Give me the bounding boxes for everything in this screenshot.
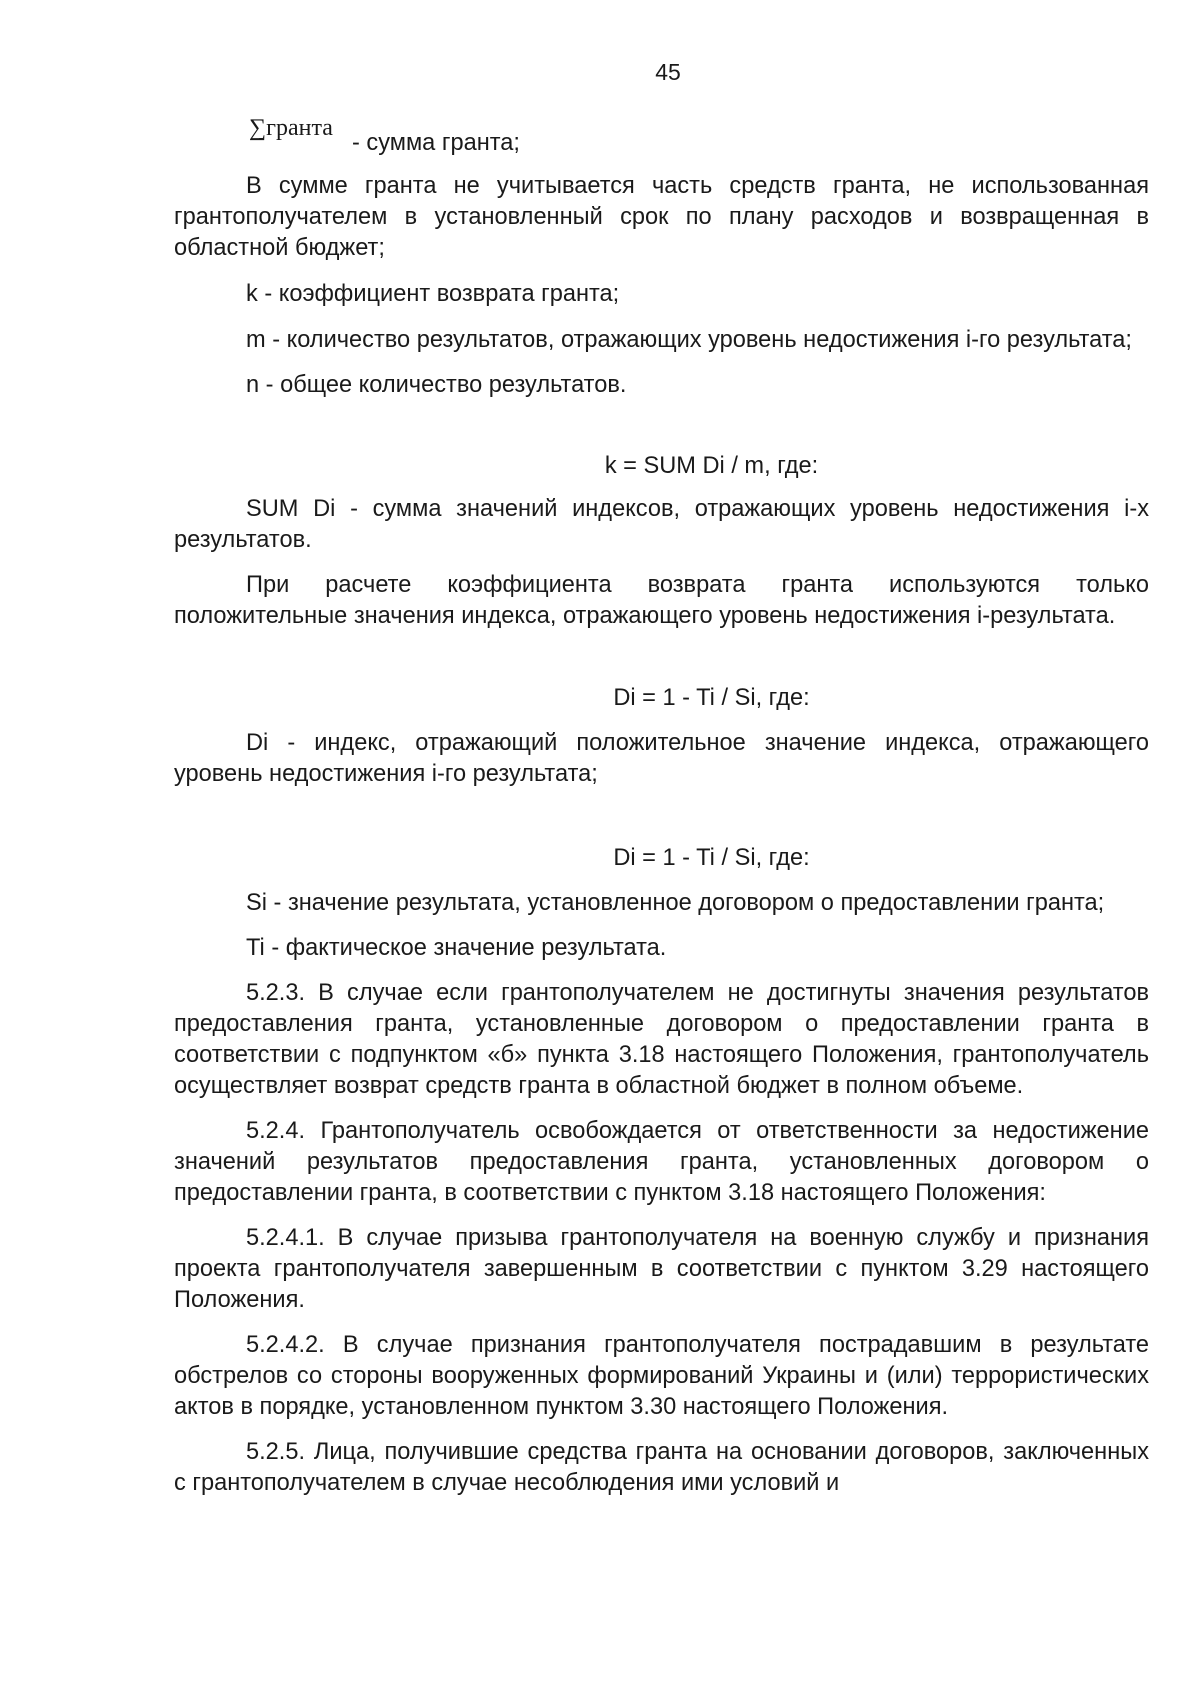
document-body: [174, 110, 1149, 1499]
formula-di: Di = 1 - Ti / Si, где:: [613, 685, 810, 711]
paragraph: k - коэффициент возврата гранта;: [246, 281, 620, 307]
paragraph: n - общее количество результатов.: [246, 372, 627, 398]
sum-symbol: [249, 114, 333, 142]
sum-term-description: - сумма гранта;: [352, 130, 520, 156]
paragraph: 5.2.4.2. В случае признания грантополучателя пострадавшим в результате обстрелов со стороны вооруженных формирований Украины и (или) террористических актов в порядке, установленном пунктом 3.30 настоящего Положения.: [174, 1332, 1149, 1420]
paragraph: m - количество результатов, отражающих уровень недостижения i-го результата;: [246, 327, 1132, 353]
sum-term-line: [249, 110, 1149, 162]
paragraph: В сумме гранта не учитывается часть средств гранта, не использованная грантополучателем в установленный срок по плану расходов и возвращенная в областной бюджет;: [174, 173, 1149, 261]
paragraph: 5.2.4. Грантополучатель освобождается от ответственности за недостижение значений результатов предоставления гранта, установленных договором о предоставлении гранта, в соответствии с пунктом 3.18 настоящего Положения:: [174, 1118, 1149, 1206]
formula-di-repeat: Di = 1 - Ti / Si, где:: [613, 845, 810, 871]
sum-word: гранта: [266, 115, 333, 141]
paragraph: При расчете коэффициента возврата гранта используются только положительные значения индекса, отражающего уровень недостижения i-результата.: [174, 572, 1149, 629]
formula-k: k = SUM Di / m, где:: [604, 453, 819, 479]
paragraph: 5.2.3. В случае если грантополучателем не достигнуты значения результатов предоставления гранта, установленные договором о предоставлении гранта в соответствии с подпунктом «б» пункта 3.18 настоящего Положения, грантополучатель осуществляет возврат средств гранта в областной бюджет в полном объеме.: [174, 980, 1149, 1099]
paragraph: Si - значение результата, установленное договором о предоставлении гранта;: [246, 890, 1105, 916]
sigma-glyph: ∑: [249, 115, 267, 141]
paragraph: Ti - фактическое значение результата.: [246, 935, 667, 961]
page-number: 45: [655, 59, 681, 85]
paragraph: Di - индекс, отражающий положительное значение индекса, отражающего уровень недостижения i-го результата;: [174, 730, 1149, 787]
paragraph: SUM Di - сумма значений индексов, отражающих уровень недостижения i-х результатов.: [174, 496, 1149, 553]
paragraph: 5.2.5. Лица, получившие средства гранта на основании договоров, заключенных с грантополучателем в случае несоблюдения ими условий и: [174, 1439, 1149, 1496]
paragraph: 5.2.4.1. В случае призыва грантополучателя на военную службу и признания проекта грантополучателя завершенным в соответствии с пунктом 3.29 настоящего Положения.: [174, 1225, 1149, 1313]
